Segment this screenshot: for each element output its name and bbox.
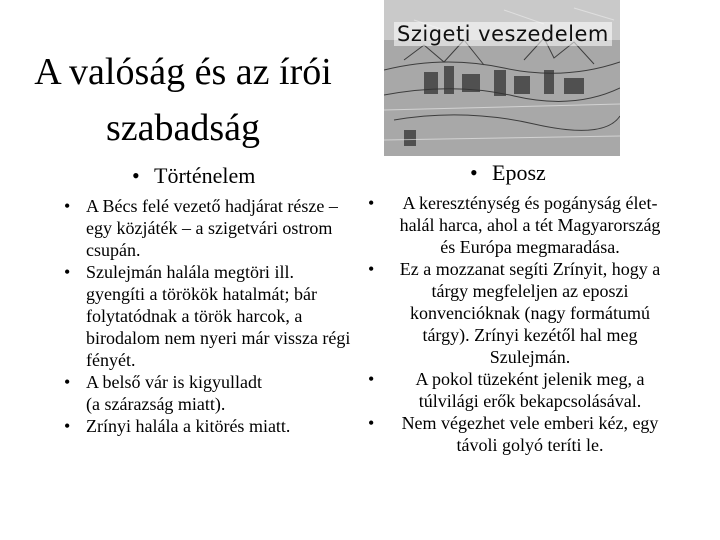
list-item	[360, 192, 670, 258]
list-item	[56, 415, 356, 437]
epic-heading-label: Eposz	[492, 160, 546, 185]
list-item	[56, 195, 356, 261]
list-item-text: A pokol tüzeként jelenik meg, a túlvilági erők bekapcsolásával.	[415, 369, 645, 411]
list-item	[56, 371, 356, 415]
list-item-extra: (a szárazság miatt).	[86, 394, 226, 414]
epic-heading	[470, 160, 546, 186]
list-item	[360, 412, 670, 456]
bullet-marker: •	[64, 416, 71, 436]
list-item-text: A kereszténység és pogányság élet-halál harca, ahol a tét Magyarország és Európa megmaradása.	[399, 193, 661, 257]
bullet-marker: •	[368, 369, 375, 389]
bullet-marker: •	[368, 193, 375, 213]
bullet-marker: •	[64, 262, 71, 282]
history-heading-label: Történelem	[154, 163, 256, 188]
epic-bullet-list	[360, 192, 670, 456]
list-item-text: Szulejmán halála megtöri ill. gyengíti a törökök hatalmát; bár folytatódnak a török harcok, a birodalom nem nyeri már vissza régi fényét.	[86, 262, 351, 370]
list-item-text: Nem végezhet vele emberi kéz, egy távoli golyó teríti le.	[401, 413, 659, 455]
list-item-text: Zrínyi halála a kitörés miatt.	[86, 416, 291, 436]
heading-bullet: •	[470, 160, 478, 185]
list-item-text: A Bécs felé vezető hadjárat része – egy közjáték – a szigetvári ostrom csupán.	[86, 196, 338, 260]
list-item	[56, 261, 356, 371]
image-caption: Szigeti veszedelem	[394, 22, 612, 46]
bullet-marker: •	[368, 413, 375, 433]
heading-bullet: •	[132, 163, 140, 188]
bullet-marker: •	[368, 259, 375, 279]
history-heading	[132, 163, 255, 189]
history-bullet-list	[56, 195, 356, 437]
list-item	[360, 258, 670, 368]
list-item	[360, 368, 670, 412]
bullet-marker: •	[64, 372, 71, 392]
bullet-marker: •	[64, 196, 71, 216]
engraving-image	[384, 0, 620, 156]
list-item-text: Ez a mozzanat segíti Zrínyit, hogy a tárgy megfeleljen az eposzi konvencióknak (nagy formátumú tárgy). Zrínyi kezétől hal meg Szulejmán.	[399, 259, 661, 367]
slide-title: A valóság és az írói szabadság	[34, 51, 332, 149]
list-item-text: A belső vár is kigyulladt	[86, 372, 262, 392]
